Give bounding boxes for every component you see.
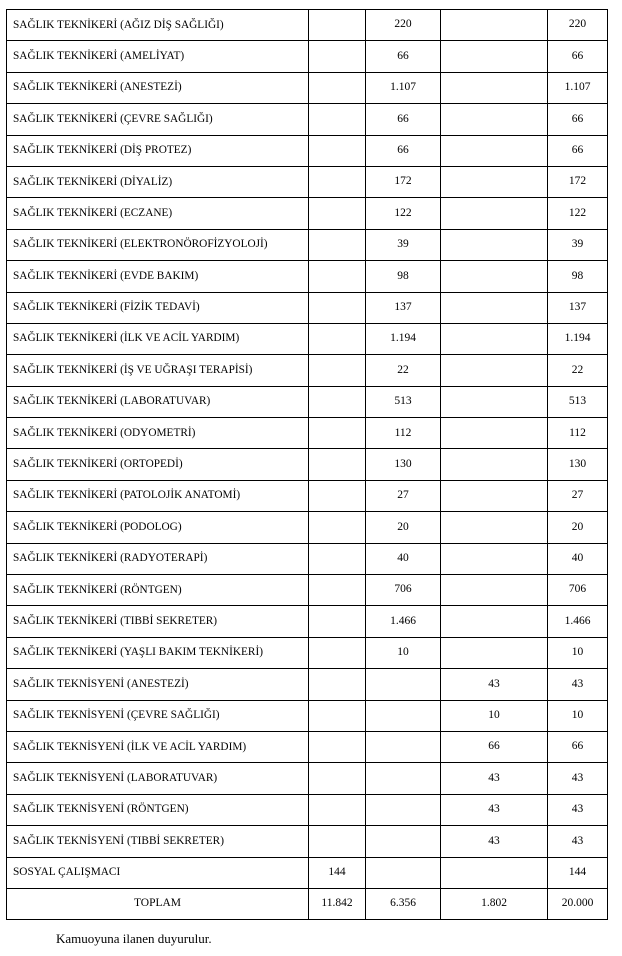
row-name-cell: SAĞLIK TEKNİKERİ (ODYOMETRİ) [7,418,309,449]
row-total-cell: 43 [548,826,608,857]
table-body [7,10,608,920]
row-col2-cell [366,669,441,700]
row-col1-cell [309,10,366,41]
row-col3-cell [441,480,548,511]
row-col2-cell: 130 [366,449,441,480]
row-col3-cell: 43 [441,669,548,700]
table-row [7,731,608,762]
row-col1-cell [309,386,366,417]
row-col2-cell: 98 [366,261,441,292]
row-col3-cell [441,857,548,888]
row-total-cell: 130 [548,449,608,480]
table-row [7,72,608,103]
row-name-cell: SAĞLIK TEKNİKERİ (FİZİK TEDAVİ) [7,292,309,323]
row-col3-cell [441,355,548,386]
row-total-cell: 43 [548,669,608,700]
row-total-cell: 1.107 [548,72,608,103]
row-col2-cell: 20 [366,512,441,543]
row-col1-cell [309,323,366,354]
row-name-cell: SAĞLIK TEKNİSYENİ (ANESTEZİ) [7,669,309,700]
row-name-cell: SAĞLIK TEKNİSYENİ (LABORATUVAR) [7,763,309,794]
row-col3-cell [441,41,548,72]
table-row [7,543,608,574]
table-row [7,669,608,700]
row-col2-cell: 1.194 [366,323,441,354]
row-col3-cell [441,606,548,637]
row-col2-cell [366,826,441,857]
row-total-cell: 66 [548,41,608,72]
row-col3-cell [441,10,548,41]
row-col1-cell [309,606,366,637]
table-row [7,166,608,197]
row-col2-cell: 66 [366,41,441,72]
row-col3-cell [441,512,548,543]
row-col3-cell: 43 [441,826,548,857]
row-total-cell: 20 [548,512,608,543]
row-col1-cell [309,135,366,166]
row-name-cell: SAĞLIK TEKNİKERİ (TIBBİ SEKRETER) [7,606,309,637]
row-total-cell: 137 [548,292,608,323]
row-total-cell: 10 [548,637,608,668]
row-col1-cell [309,669,366,700]
row-col3-cell [441,543,548,574]
row-total-cell: 1.466 [548,606,608,637]
table-row [7,763,608,794]
row-col1-cell [309,449,366,480]
row-col2-cell: 112 [366,418,441,449]
row-total-cell: 40 [548,543,608,574]
row-col3-cell [441,104,548,135]
table-row [7,794,608,825]
table-row [7,575,608,606]
row-total-cell: 172 [548,166,608,197]
row-total-cell: 66 [548,135,608,166]
row-total-cell: 10 [548,700,608,731]
row-name-cell: SAĞLIK TEKNİKERİ (AĞIZ DİŞ SAĞLIĞI) [7,10,309,41]
table-row [7,355,608,386]
table-row [7,292,608,323]
position-table-container [6,9,608,920]
row-col1-cell [309,543,366,574]
row-name-cell: SAĞLIK TEKNİSYENİ (İLK VE ACİL YARDIM) [7,731,309,762]
row-col2-cell [366,794,441,825]
row-col2-cell: 137 [366,292,441,323]
row-col2-cell: 122 [366,198,441,229]
row-name-cell: SAĞLIK TEKNİKERİ (ANESTEZİ) [7,72,309,103]
row-col2-cell: 1.466 [366,606,441,637]
table-row [7,512,608,543]
row-col1-cell [309,480,366,511]
row-name-cell: SAĞLIK TEKNİKERİ (ORTOPEDİ) [7,449,309,480]
row-col2-cell [366,700,441,731]
row-col2-cell: 1.107 [366,72,441,103]
position-distribution-table [6,9,608,920]
row-total-cell: 122 [548,198,608,229]
row-col1-cell [309,104,366,135]
row-col3-cell [441,386,548,417]
row-col3-cell: 43 [441,763,548,794]
row-name-cell: SAĞLIK TEKNİKERİ (DİŞ PROTEZ) [7,135,309,166]
row-col2-cell: 220 [366,10,441,41]
row-col3-cell [441,449,548,480]
row-col1-cell: 144 [309,857,366,888]
row-total-cell: 1.194 [548,323,608,354]
row-col1-cell [309,292,366,323]
row-col3-cell [441,229,548,260]
row-name-cell: SAĞLIK TEKNİKERİ (ELEKTRONÖROFİZYOLOJİ) [7,229,309,260]
row-col2-cell: 40 [366,543,441,574]
row-name-cell: SAĞLIK TEKNİKERİ (RADYOTERAPİ) [7,543,309,574]
row-col1-cell [309,512,366,543]
row-col2-cell: 66 [366,104,441,135]
row-col3-cell [441,166,548,197]
announcement-note: Kamuoyuna ilanen duyurulur. [56,931,212,946]
row-name-cell: SAĞLIK TEKNİSYENİ (TIBBİ SEKRETER) [7,826,309,857]
row-col3-cell [441,198,548,229]
table-row [7,606,608,637]
table-row [7,700,608,731]
row-col3-cell [441,72,548,103]
row-col1-cell [309,355,366,386]
row-col1-cell [309,575,366,606]
row-col3-cell [441,261,548,292]
row-col3-cell [441,135,548,166]
row-name-cell: SOSYAL ÇALIŞMACI [7,857,309,888]
table-row [7,41,608,72]
row-name-cell: SAĞLIK TEKNİKERİ (RÖNTGEN) [7,575,309,606]
row-col3-cell [441,418,548,449]
table-row [7,229,608,260]
row-col2-cell [366,857,441,888]
table-row [7,826,608,857]
row-total-cell: 513 [548,386,608,417]
table-row [7,104,608,135]
table-row [7,857,608,888]
row-col3-cell: 66 [441,731,548,762]
row-total-cell: 112 [548,418,608,449]
row-col1-cell [309,229,366,260]
row-col2-cell: 66 [366,135,441,166]
total-col3-cell: 1.802 [441,888,548,919]
row-name-cell: SAĞLIK TEKNİKERİ (DİYALİZ) [7,166,309,197]
row-col1-cell [309,198,366,229]
row-total-cell: 220 [548,10,608,41]
row-total-cell: 66 [548,104,608,135]
row-total-cell: 66 [548,731,608,762]
row-total-cell: 43 [548,763,608,794]
row-name-cell: SAĞLIK TEKNİKERİ (ÇEVRE SAĞLIĞI) [7,104,309,135]
row-name-cell: SAĞLIK TEKNİKERİ (İŞ VE UĞRAŞI TERAPİSİ) [7,355,309,386]
row-name-cell: SAĞLIK TEKNİKERİ (PODOLOG) [7,512,309,543]
row-col1-cell [309,418,366,449]
grand-total-cell: 20.000 [548,888,608,919]
row-col1-cell [309,763,366,794]
row-total-cell: 706 [548,575,608,606]
row-name-cell: SAĞLIK TEKNİKERİ (LABORATUVAR) [7,386,309,417]
row-col1-cell [309,731,366,762]
row-col2-cell [366,763,441,794]
table-row [7,386,608,417]
total-label-cell: TOPLAM [7,888,309,919]
row-name-cell: SAĞLIK TEKNİKERİ (YAŞLI BAKIM TEKNİKERİ) [7,637,309,668]
table-row [7,637,608,668]
row-name-cell: SAĞLIK TEKNİKERİ (EVDE BAKIM) [7,261,309,292]
row-col2-cell: 22 [366,355,441,386]
row-col3-cell: 43 [441,794,548,825]
row-col3-cell [441,292,548,323]
row-total-cell: 39 [548,229,608,260]
row-name-cell: SAĞLIK TEKNİSYENİ (RÖNTGEN) [7,794,309,825]
row-col2-cell: 10 [366,637,441,668]
row-name-cell: SAĞLIK TEKNİKERİ (ECZANE) [7,198,309,229]
total-col2-cell: 6.356 [366,888,441,919]
row-col3-cell [441,637,548,668]
row-col1-cell [309,794,366,825]
table-row [7,449,608,480]
row-total-cell: 144 [548,857,608,888]
table-row [7,135,608,166]
row-name-cell: SAĞLIK TEKNİKERİ (AMELİYAT) [7,41,309,72]
table-row [7,418,608,449]
row-name-cell: SAĞLIK TEKNİKERİ (İLK VE ACİL YARDIM) [7,323,309,354]
row-name-cell: SAĞLIK TEKNİKERİ (PATOLOJİK ANATOMİ) [7,480,309,511]
total-row [7,888,608,919]
row-col2-cell: 39 [366,229,441,260]
row-col3-cell [441,575,548,606]
row-col3-cell [441,323,548,354]
row-col1-cell [309,637,366,668]
table-row [7,480,608,511]
table-row [7,198,608,229]
row-name-cell: SAĞLIK TEKNİSYENİ (ÇEVRE SAĞLIĞI) [7,700,309,731]
table-row [7,10,608,41]
row-col1-cell [309,261,366,292]
row-col1-cell [309,826,366,857]
row-col1-cell [309,700,366,731]
row-col2-cell [366,731,441,762]
row-col2-cell: 172 [366,166,441,197]
total-col1-cell: 11.842 [309,888,366,919]
row-col2-cell: 706 [366,575,441,606]
row-total-cell: 43 [548,794,608,825]
row-total-cell: 98 [548,261,608,292]
table-row [7,323,608,354]
row-col2-cell: 513 [366,386,441,417]
row-col1-cell [309,166,366,197]
row-col3-cell: 10 [441,700,548,731]
row-col1-cell [309,41,366,72]
table-row [7,261,608,292]
row-col2-cell: 27 [366,480,441,511]
row-total-cell: 22 [548,355,608,386]
row-total-cell: 27 [548,480,608,511]
row-col1-cell [309,72,366,103]
